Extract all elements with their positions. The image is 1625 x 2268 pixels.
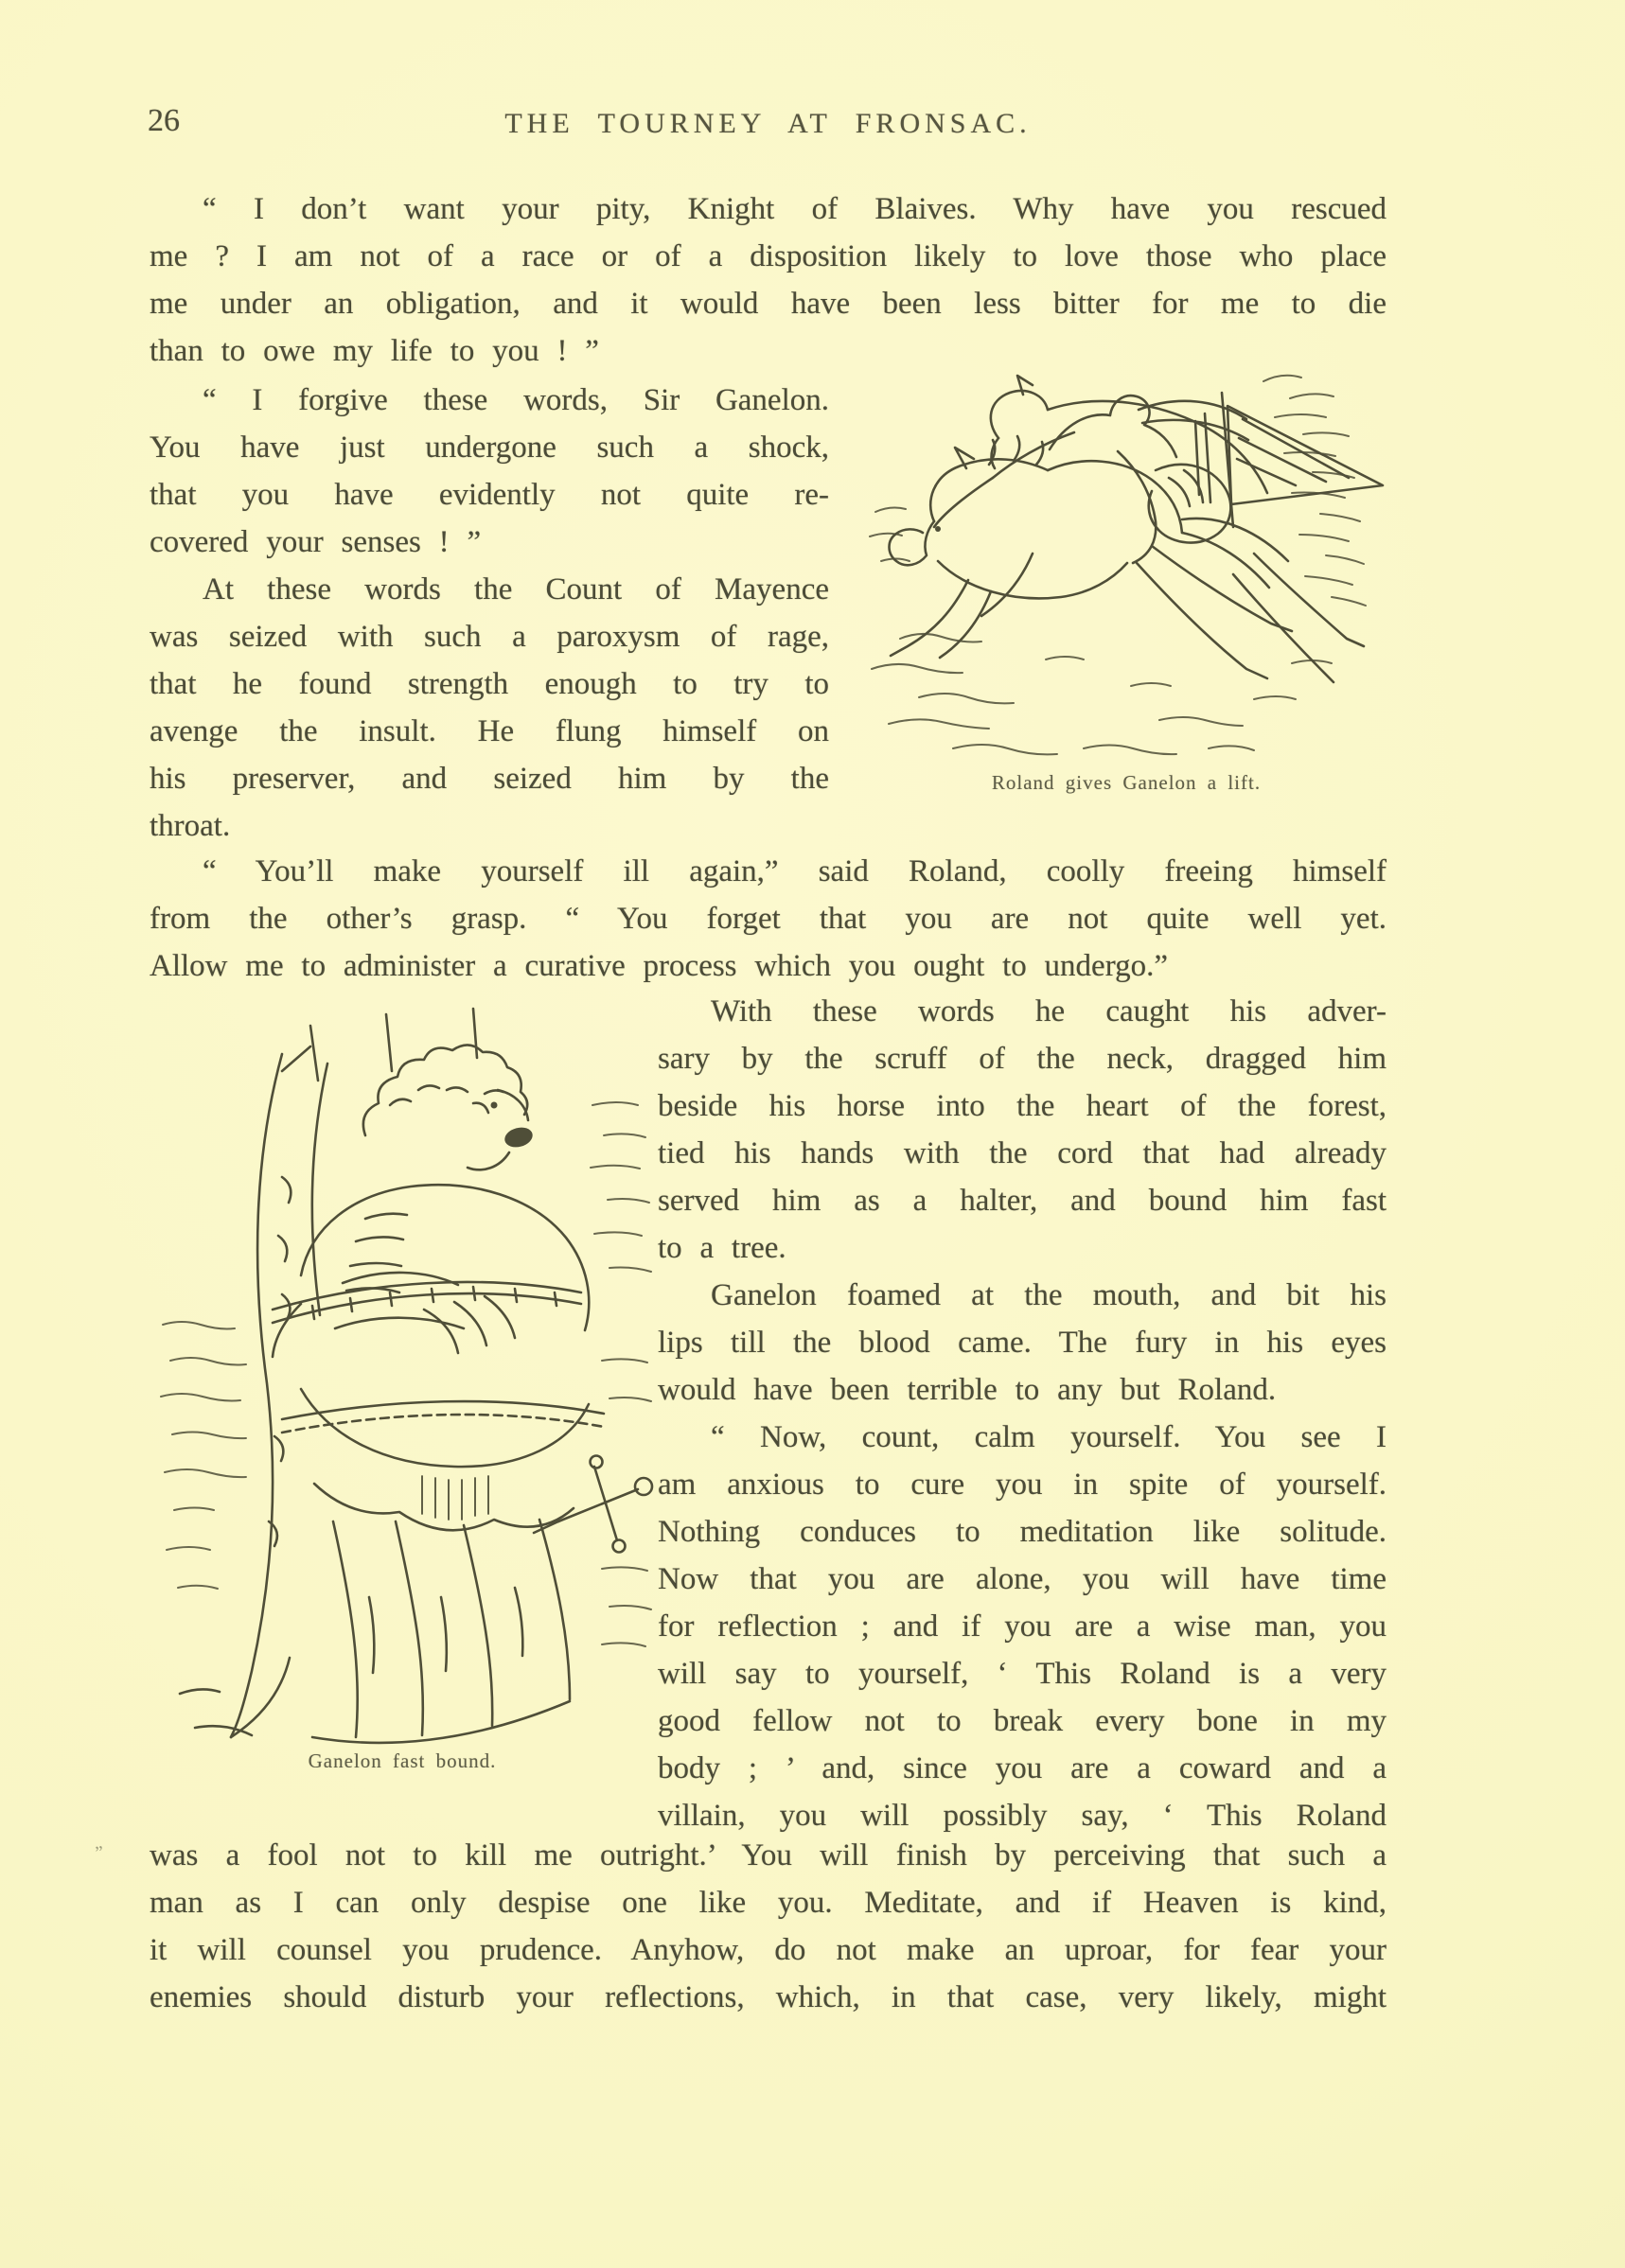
text-line: “ Now, count, calm yourself. You see I bbox=[711, 1420, 1387, 1454]
text-line: that you have evidently not quite re- bbox=[150, 478, 829, 512]
text-line: than to owe my life to you ! ” bbox=[150, 334, 599, 368]
ganelon-head bbox=[363, 1045, 535, 1169]
text-line: man as I can only despise one like you. Meditate, and if Heaven is kind, bbox=[150, 1886, 1387, 1920]
figure-caption: Roland gives Ganelon a lift. bbox=[991, 771, 1262, 794]
text-line: tied his hands with the cord that had already bbox=[658, 1136, 1387, 1170]
horse-far bbox=[981, 376, 1364, 682]
text-line: avenge the insult. He flung himself on bbox=[150, 714, 829, 748]
paragraph-2 bbox=[150, 377, 829, 566]
text-line: “ You’ll make yourself ill again,” said Roland, coolly freeing himself bbox=[203, 854, 1387, 888]
text-line: to a tree. bbox=[658, 1231, 786, 1265]
text-line: will say to yourself, ‘ This Roland is a very bbox=[658, 1657, 1387, 1691]
text-line: throat. bbox=[150, 809, 231, 843]
text-line: served him as a halter, and bound him fast bbox=[658, 1184, 1387, 1218]
paragraph-7 bbox=[658, 1414, 1387, 1839]
text-line: Nothing conduces to meditation like solitude. bbox=[658, 1515, 1387, 1549]
text-line: With these words he caught his adver- bbox=[711, 994, 1387, 1029]
stray-ink-mark: ” bbox=[94, 1842, 105, 1864]
text-line: was seized with such a paroxysm of rage, bbox=[150, 620, 829, 654]
ganelon-body bbox=[301, 1185, 589, 1467]
figure-caption: Ganelon fast bound. bbox=[308, 1749, 497, 1772]
page-number: 26 bbox=[148, 103, 180, 138]
text-line: am anxious to cure you in spite of yourself. bbox=[658, 1468, 1387, 1502]
text-line: beside his horse into the heart of the forest, bbox=[658, 1089, 1387, 1123]
text-line: enemies should disturb your reflections, which, in that case, very likely, might bbox=[150, 1980, 1387, 2014]
ganelon-bound-illustration bbox=[142, 992, 662, 1749]
text-line: that he found strength enough to try to bbox=[150, 667, 829, 701]
text-line: body ; ’ and, since you are a coward and a bbox=[658, 1751, 1387, 1785]
paragraph-5 bbox=[658, 988, 1387, 1272]
binding-ropes bbox=[273, 1282, 604, 1433]
text-line: was a fool not to kill me outright.’ You will finish by perceiving that such a bbox=[150, 1838, 1387, 1872]
ganelon-bundle bbox=[1149, 465, 1231, 543]
text-line: sary by the scruff of the neck, dragged him bbox=[658, 1042, 1387, 1076]
text-line: his preserver, and seized him by the bbox=[150, 762, 829, 796]
text-line: Allow me to administer a curative process which you ought to undergo.” bbox=[150, 949, 1168, 983]
text-line: villain, you will possibly say, ‘ This Roland bbox=[658, 1799, 1387, 1833]
text-line: At these words the Count of Mayence bbox=[203, 572, 829, 607]
text-line: “ I forgive these words, Sir Ganelon. bbox=[203, 383, 829, 417]
text-line: good fellow not to break every bone in my bbox=[658, 1704, 1387, 1738]
text-line: me under an obligation, and it would have been less bitter for me to die bbox=[150, 287, 1387, 321]
paragraph-3 bbox=[150, 566, 829, 850]
text-line: lips till the blood came. The fury in his eyes bbox=[658, 1326, 1387, 1360]
tree-trunk bbox=[180, 1009, 477, 1737]
text-line: it will counsel you prudence. Anyhow, do not make an uproar, for fear your bbox=[150, 1933, 1387, 1967]
roland-lift-figure bbox=[847, 326, 1410, 766]
text-line: covered your senses ! ” bbox=[150, 525, 482, 559]
text-line: You have just undergone such a shock, bbox=[150, 431, 829, 465]
text-line: would have been terrible to any but Roland. bbox=[658, 1373, 1277, 1407]
sword bbox=[534, 1456, 652, 1553]
text-line: “ I don’t want your pity, Knight of Blaives. Why have you rescued bbox=[203, 192, 1387, 226]
ganelon-bound-figure bbox=[142, 992, 662, 1749]
lance-pennant bbox=[1195, 393, 1383, 527]
roland-lift-illustration bbox=[847, 326, 1410, 766]
paragraph-4 bbox=[150, 848, 1387, 990]
text-line: me ? I am not of a race or of a disposition likely to love those who place bbox=[150, 239, 1387, 273]
text-line: Now that you are alone, you will have time bbox=[658, 1562, 1387, 1596]
running-title: THE TOURNEY AT FRONSAC. bbox=[504, 108, 1032, 139]
horse-near bbox=[890, 436, 1293, 678]
text-line: Ganelon foamed at the mouth, and bit his bbox=[711, 1278, 1387, 1312]
text-line: from the other’s grasp. “ You forget that you are not quite well yet. bbox=[150, 902, 1387, 936]
paragraph-8 bbox=[150, 1832, 1387, 2021]
text-line: for reflection ; and if you are a wise man, you bbox=[658, 1609, 1387, 1644]
ground-hatching bbox=[872, 634, 1332, 754]
paragraph-6 bbox=[658, 1272, 1387, 1414]
robe-drapery bbox=[312, 1476, 574, 1743]
